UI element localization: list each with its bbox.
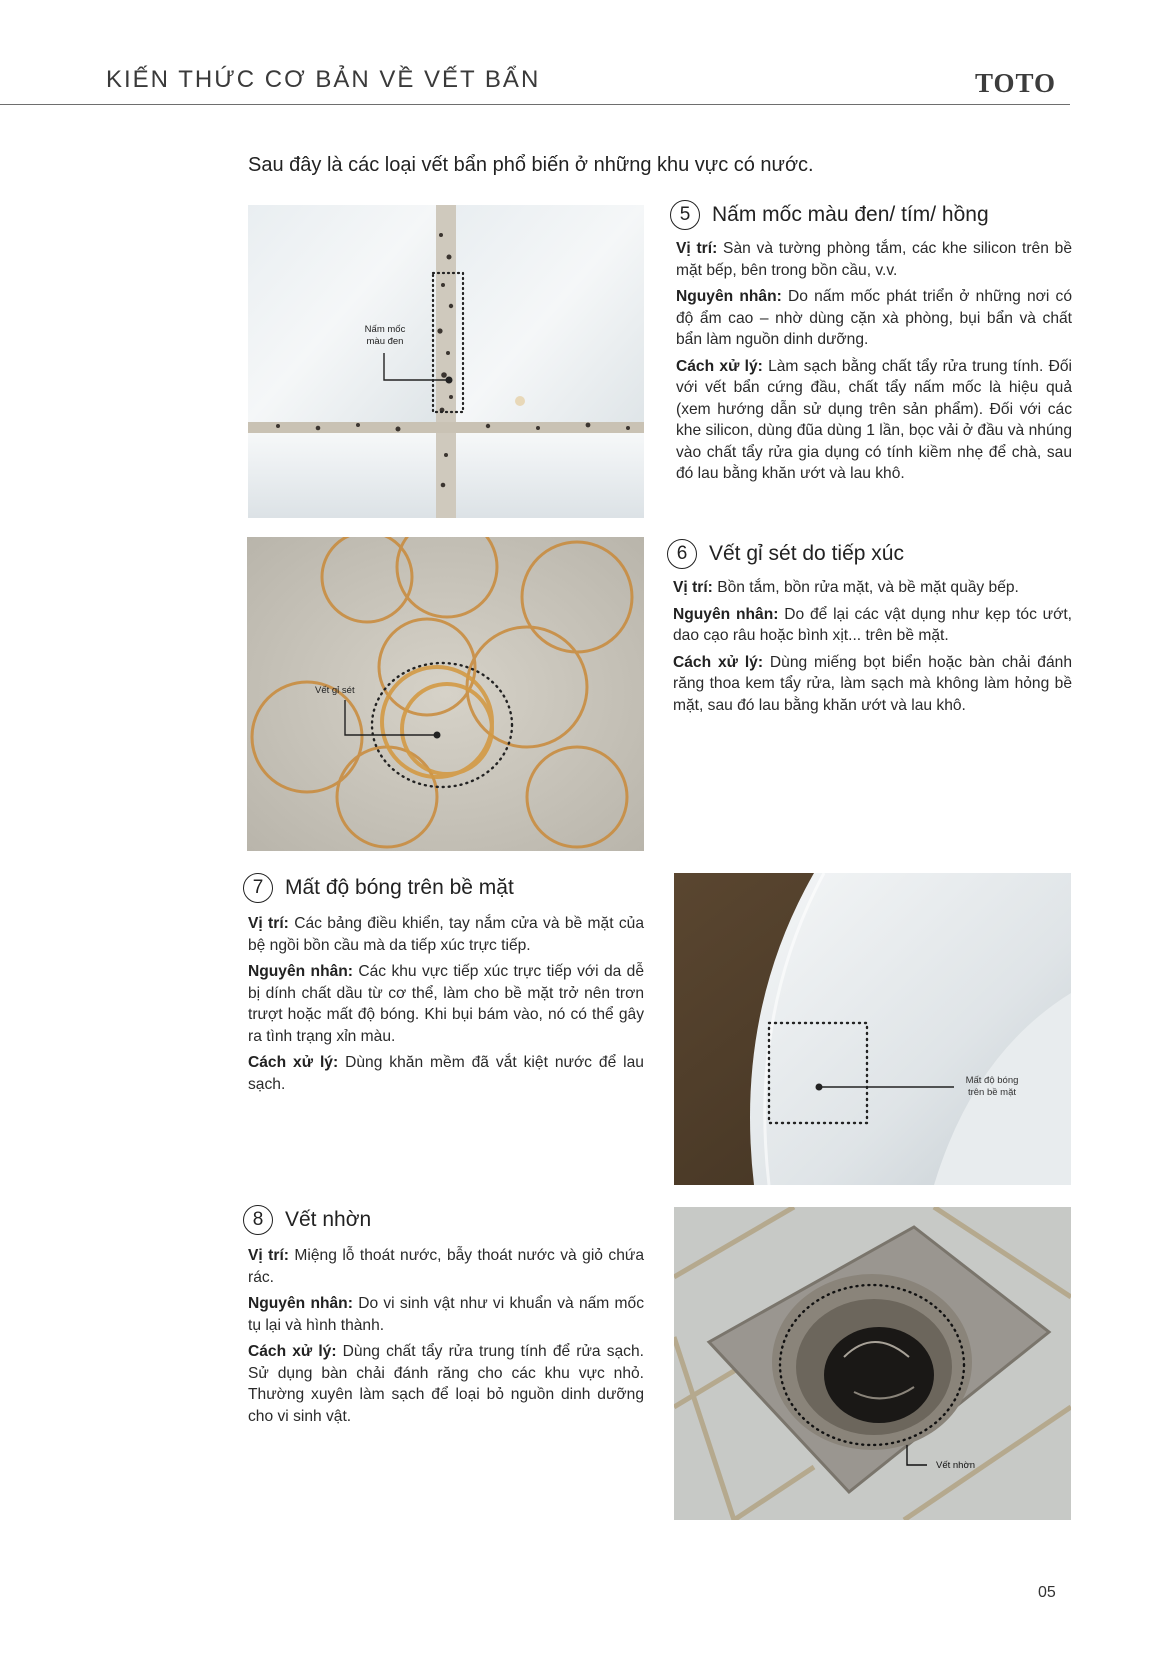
section-number-badge: 6 — [667, 539, 697, 569]
location-text: Các bảng điều khiển, tay nắm cửa và bề mặt của bệ ngồi bồn cầu mà da tiếp xúc trực tiếp. — [248, 915, 644, 954]
treatment-label: Cách xử lý: — [248, 1054, 339, 1071]
treatment-text: Dùng chất tẩy rửa trung tính để rửa sạch. Sử dụng bàn chải đánh răng cho các khu vực nhỏ. Thường xuyên làm sạch để loại bỏ nguồn dinh dưỡng cho vi sinh vật. — [248, 1343, 644, 1425]
location-paragraph — [676, 238, 1072, 281]
treatment-paragraph — [248, 1341, 644, 1427]
section-number-badge: 5 — [670, 200, 700, 230]
section-6-body — [673, 577, 1072, 721]
cause-text: Do vi sinh vật như vi khuẩn và nấm mốc tụ lại và hình thành. — [248, 1295, 645, 1334]
section-5-title — [670, 200, 989, 230]
section-title-text: Mất độ bóng trên bề mặt — [285, 876, 514, 899]
location-paragraph — [673, 577, 1072, 599]
location-paragraph — [248, 1245, 644, 1288]
treatment-paragraph — [673, 652, 1072, 717]
treatment-paragraph — [248, 1052, 644, 1095]
cause-label: Nguyên nhân: — [248, 1295, 353, 1312]
cause-text: Các khu vực tiếp xúc trực tiếp với da dễ bị dính chất dầu từ cơ thể, làm cho bề mặt trở nên trơn trượt hoặc mất độ bóng. Khi bụi bám vào, nó có thể gây ra tình trạng xỉn màu. — [248, 963, 644, 1045]
cause-paragraph — [676, 286, 1072, 351]
treatment-text: Dùng khăn mềm đã vắt kiệt nước để lau sạch. — [248, 1054, 644, 1093]
photo-black-mold — [248, 205, 644, 518]
location-label: Vị trí: — [248, 1247, 289, 1264]
treatment-label: Cách xử lý: — [248, 1343, 337, 1360]
treatment-label: Cách xử lý: — [676, 357, 763, 375]
treatment-paragraph — [676, 356, 1072, 485]
page-number: 05 — [1038, 1584, 1056, 1601]
cause-paragraph — [248, 961, 644, 1047]
cause-label: Nguyên nhân: — [673, 605, 779, 623]
location-label: Vị trí: — [676, 240, 718, 257]
section-number-badge: 7 — [243, 873, 273, 903]
section-7-title — [243, 873, 514, 903]
section-title-text: Vết nhờn — [285, 1208, 372, 1231]
header-divider — [0, 104, 1070, 105]
section-8-body — [248, 1245, 644, 1432]
section-7-body — [248, 913, 644, 1100]
section-title-text: Vết gỉ sét do tiếp xúc — [709, 542, 904, 565]
treatment-text: Dùng miếng bọt biển hoặc bàn chải đánh răng thoa kem tẩy rửa, làm sạch mà không làm hỏng bề mặt, sau đó lau bằng khăn ướt và lau khô. — [673, 653, 1072, 714]
section-6-title — [667, 539, 904, 569]
location-text: Sàn và tường phòng tắm, các khe silicon trên bề mặt bếp, bên trong bồn cầu, v.v. — [676, 240, 1072, 279]
photo-label-line-1: Mất độ bóng — [965, 1075, 1019, 1086]
photo-label-black-mold — [348, 324, 422, 348]
section-number-badge: 8 — [243, 1205, 273, 1235]
photo-label-line-2: trên bề mặt — [967, 1087, 1017, 1098]
section-title-text: Nấm mốc màu đen/ tím/ hồng — [712, 203, 989, 226]
cause-text: Do để lại các vật dụng như kẹp tóc ướt, dao cạo râu hoặc bình xịt... trên bề mặt. — [673, 605, 1072, 644]
photo-label-rust: Vết gỉ sét — [315, 685, 355, 696]
intro-text: Sau đây là các loại vết bẩn phổ biến ở những khu vực có nước. — [248, 154, 814, 176]
treatment-label: Cách xử lý: — [673, 653, 764, 671]
photo-slime-drain — [674, 1207, 1071, 1520]
cause-label: Nguyên nhân: — [676, 288, 782, 305]
cause-paragraph — [248, 1293, 644, 1336]
photo-label-line-2: màu đen — [366, 336, 404, 347]
location-label: Vị trí: — [248, 915, 289, 932]
location-paragraph — [248, 913, 644, 956]
photo-label-gloss — [952, 1075, 1032, 1099]
location-text: Bồn tắm, bồn rửa mặt, và bề mặt quầy bếp. — [717, 579, 1019, 596]
cause-text: Do nấm mốc phát triển ở những nơi có độ ẩm cao – nhờ dùng cặn xà phòng, bụi bẩn và chất bẩn làm nguồn dinh dưỡng. — [676, 288, 1072, 348]
photo-rust-stain — [247, 537, 644, 851]
location-text: Miệng lỗ thoát nước, bẫy thoát nước và giỏ chứa rác. — [248, 1247, 644, 1286]
header-title: KIẾN THỨC CƠ BẢN VỀ VẾT BẨN — [106, 66, 541, 93]
photo-label-slime: Vết nhờn — [936, 1460, 975, 1471]
photo-surface-gloss — [674, 873, 1071, 1185]
location-label: Vị trí: — [673, 579, 713, 596]
cause-paragraph — [673, 604, 1072, 647]
treatment-text: Làm sạch bằng chất tẩy rửa trung tính. Đối với vết bẩn cứng đầu, chất tẩy nấm mốc là hiệu quả (xem hướng dẫn sử dụng trên sản phẩm). Đối với các khe silicon, dùng đũa dùng 1 lần, bọc vải ở đầu và nhúng vào chất tẩy rửa gia dụng có tính kiềm nhẹ để chà, sau đó lau bằng khăn ướt và lau khô. — [676, 357, 1072, 482]
toto-logo: TOTO — [975, 68, 1057, 98]
section-5-body — [676, 238, 1072, 490]
cause-label: Nguyên nhân: — [248, 963, 353, 980]
section-8-title — [243, 1205, 371, 1235]
photo-label-line-1: Nấm mốc — [364, 324, 406, 335]
